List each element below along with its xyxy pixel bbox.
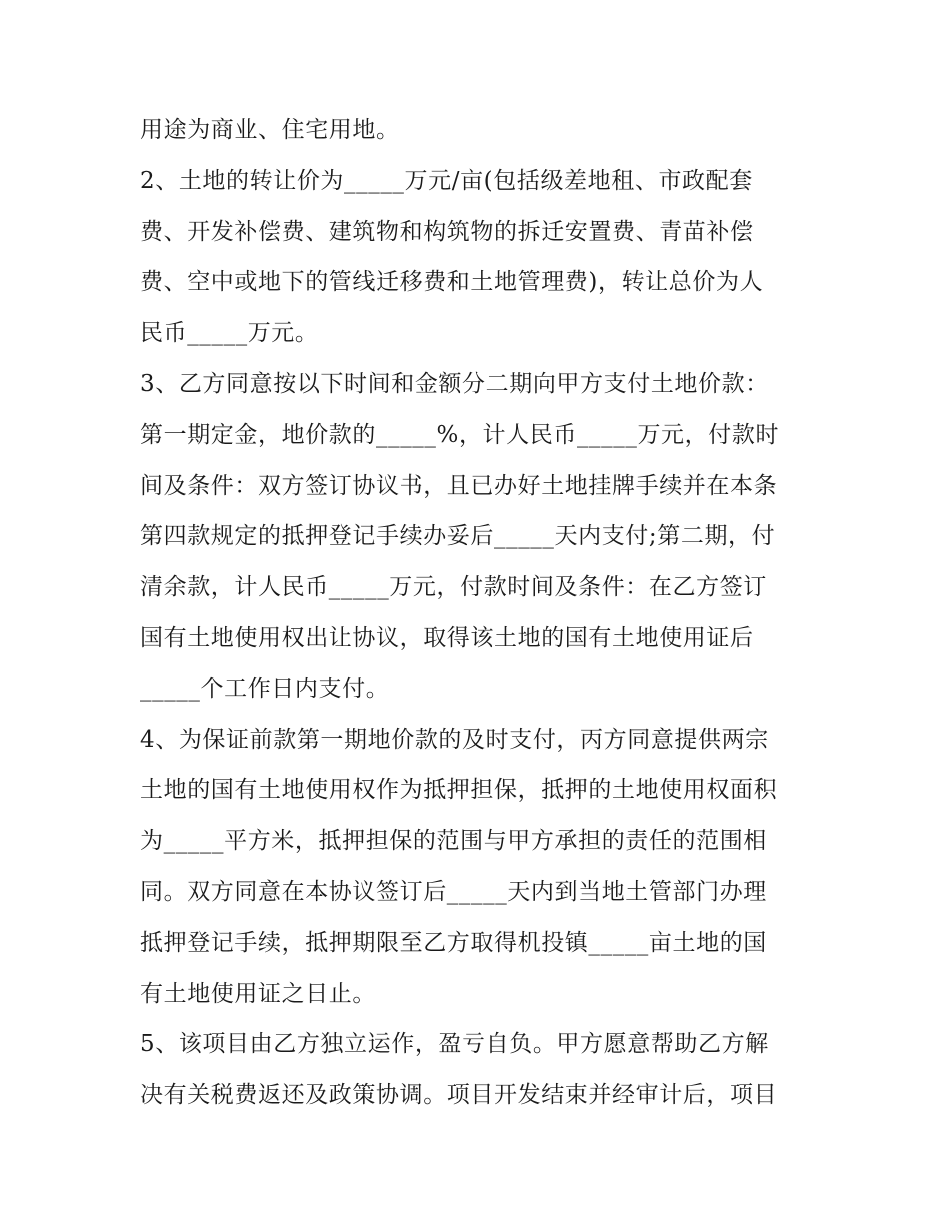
text-line: 同。双方同意在本协议签订后_____天内到当地土管部门办理 — [140, 878, 767, 905]
text-line: 土地的国有土地使用权作为抵押担保，抵押的土地使用权面积 — [140, 777, 778, 804]
text-line: 民币_____万元。 — [140, 320, 319, 347]
text-line: 为_____平方米，抵押担保的范围与甲方承担的责任的范围相 — [140, 828, 767, 855]
text-line: 4、为保证前款第一期地价款的及时支付，丙方同意提供两宗 — [140, 726, 769, 753]
text-line: 有土地使用证之日止。 — [140, 980, 376, 1007]
text-line: 费、开发补偿费、建筑物和构筑物的拆迁安置费、青苗补偿 — [140, 218, 754, 245]
text-line: 3、乙方同意按以下时间和金额分二期向甲方支付土地价款： — [140, 370, 769, 397]
text-line: 用途为商业、住宅用地。 — [140, 117, 400, 143]
text-line: 国有土地使用权出让协议，取得该土地的国有土地使用证后 — [140, 624, 754, 651]
text-line: 清余款，计人民币_____万元，付款时间及条件：在乙方签订 — [140, 574, 767, 601]
text-line: 间及条件：双方签订协议书，且已办好土地挂牌手续并在本条 — [140, 472, 778, 499]
text-line: _____个工作日内支付。 — [140, 675, 390, 702]
text-line: 5、该项目由乙方独立运作，盈亏自负。甲方愿意帮助乙方解 — [140, 1031, 769, 1058]
text-line: 2、土地的转让价为_____万元/亩(包括级差地租、市政配套 — [140, 167, 753, 194]
text-line: 第一期定金，地价款的_____%，计人民币_____万元，付款时 — [140, 421, 780, 448]
text-line: 决有关税费返还及政策协调。项目开发结束并经审计后，项目 — [140, 1082, 778, 1109]
text-line: 费、空中或地下的管线迁移费和土地管理费)，转让总价为人 — [140, 269, 764, 296]
document-body — [140, 105, 820, 1121]
text-line: 抵押登记手续，抵押期限至乙方取得机投镇_____亩土地的国 — [140, 929, 767, 956]
text-line: 第四款规定的抵押登记手续办妥后_____天内支付;第二期，付 — [140, 523, 776, 550]
